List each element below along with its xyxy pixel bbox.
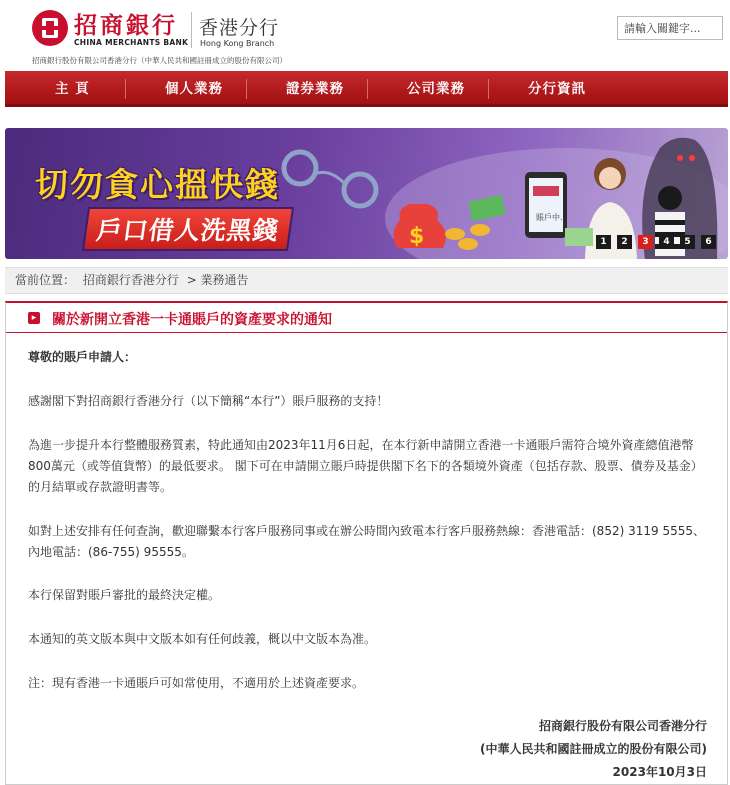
banner-headline: 切勿貪心搵快錢 (35, 165, 280, 204)
signature-date: 2023年10月3日 (612, 765, 707, 779)
arrow-right-icon: ▸ (28, 312, 40, 324)
brand-name-en: CHINA MERCHANTS BANK (74, 38, 189, 47)
nav-divider (367, 79, 368, 99)
phone-screen-text: 賬戶中... (536, 213, 568, 222)
nav-item-securities[interactable]: 證券業務 (286, 81, 344, 97)
notice-paragraph-5: 本通知的英文版本與中文版本如有任何歧義，概以中文版本為准。 (28, 632, 377, 646)
branch-name-en: Hong Kong Branch (200, 39, 275, 48)
breadcrumb-label: 當前位置： (15, 273, 76, 287)
handcuffs-icon (284, 152, 376, 206)
nav-item-branch-info[interactable]: 分行資訊 (528, 81, 586, 97)
brand-name-cn: 招商銀行 (74, 12, 178, 39)
notice-panel (5, 301, 728, 785)
nav-item-personal[interactable]: 個人業務 (165, 81, 223, 97)
site-header (0, 0, 730, 70)
search-input[interactable] (617, 16, 723, 40)
branch-name-cn: 香港分行 (199, 17, 280, 39)
cmb-logo-icon[interactable] (32, 10, 68, 46)
phone-icon (525, 172, 567, 238)
slide-dot-2[interactable]: 2 (617, 235, 632, 249)
main-nav (5, 71, 728, 107)
breadcrumb-link-notices[interactable]: > 業務通告 (186, 273, 249, 287)
notice-title-bar (6, 303, 727, 333)
signature-company: 招商銀行股份有限公司香港分行 (538, 719, 707, 733)
slide-dot-5[interactable]: 5 (680, 235, 695, 249)
notice-paragraph-1: 感謝閣下對招商銀行香港分行（以下簡稱“本行”）賬戶服務的支持！ (28, 394, 389, 408)
notice-paragraph-4: 本行保留對賬戶審批的最終決定權。 (28, 588, 221, 602)
notice-paragraph-3: 如對上述安排有任何查詢，歡迎聯繫本行客戶服務同事或在辦公時間內致電本行客戶服務熱線：香港電話：(852) 3119 5555、內地電話：(86-755) 95555。 (28, 524, 705, 559)
slide-dot-3[interactable]: 3 (638, 235, 653, 249)
banner-subheadline: 戶口借人洗黑錢 (82, 207, 294, 251)
nav-item-home[interactable]: 主 頁 (55, 81, 90, 97)
notice-paragraph-2: 為進一步提升本行整體服務質素，特此通知由2023年11月6日起，在本行新申請開立香港一卡通賬戶需符合境外資產總值港幣800萬元（或等值貨幣）的最低要求。 閣下可在申請開立賬戶時提供閣下名下的各類境外資產（包括存款、股票、債券及基金）的月結單或存款證明書等。 (28, 438, 703, 494)
notice-title: 關於新開立香港一卡通賬戶的資產要求的通知 (52, 312, 332, 328)
breadcrumb (5, 267, 728, 294)
notice-salutation: 尊敬的賬戶申請人： (28, 350, 137, 364)
signature-legal-note: (中華人民共和國註冊成立的股份有限公司) (480, 742, 707, 756)
slide-dot-4[interactable]: 4 (659, 235, 674, 249)
notice-paragraph-6: 注：現有香港一卡通賬戶可如常使用，不適用於上述資產要求。 (28, 676, 365, 690)
nav-divider (246, 79, 247, 99)
slide-dot-1[interactable]: 1 (596, 235, 611, 249)
brand-divider (191, 12, 192, 48)
legal-entity-text: 招商銀行股份有限公司香港分行（中華人民共和國註冊成立的股份有限公司） (32, 56, 287, 65)
breadcrumb-link-home[interactable]: 招商銀行香港分行 (82, 273, 179, 287)
slide-dot-6[interactable]: 6 (701, 235, 716, 249)
nav-item-corporate[interactable]: 公司業務 (407, 81, 465, 97)
svg-text:$: $ (409, 224, 425, 249)
nav-divider (125, 79, 126, 99)
nav-divider (488, 79, 489, 99)
